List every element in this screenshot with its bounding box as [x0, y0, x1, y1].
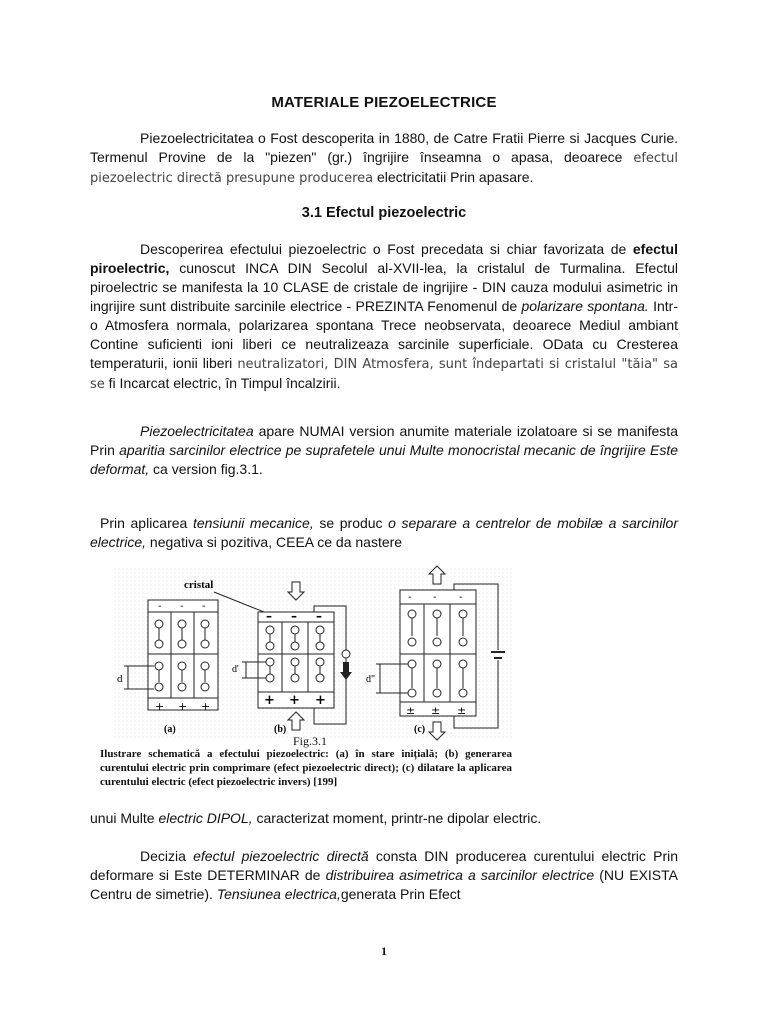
- figure-label: Fig.3.1: [293, 734, 328, 748]
- svg-text:+: +: [315, 693, 326, 708]
- svg-text:+: +: [264, 693, 275, 708]
- svg-text:d: d: [117, 673, 123, 685]
- svg-text:-: -: [408, 592, 412, 603]
- paragraph-piezoelectricitate: Piezoelectricitatea apare NUMAI version anumite materiale izolatoare si se manifesta Prin aparitia sarcinilor electrice pe suprafetele unui Multe monocristal mecanic de îngrijire Este deformat, ca version fig.3.1.: [90, 423, 678, 477]
- svg-text:±: ±: [431, 704, 441, 717]
- svg-text:±: ±: [406, 704, 416, 717]
- section-title: 3.1 Efectul piezoelectric: [301, 205, 467, 221]
- figure-caption: Ilustrare schematică a efectului piezoelectric: (a) în stare inițială; (b) generarea curentului electric prin comprimare (efect piezoelectric direct); (c) dilatare la aplicarea curentului electric (efect piezoelectric invers) [199]: [100, 748, 512, 788]
- page-number: 1: [381, 944, 387, 958]
- svg-text:–: –: [316, 609, 322, 623]
- cristal-label: cristal: [184, 579, 214, 591]
- svg-text:±: ±: [457, 704, 467, 717]
- svg-text:+: +: [201, 700, 211, 713]
- paragraph-aplicarea: Prin aplicarea tensiunii mecanice, se produc o separare a centrelor de mobilæ a sarcinilor electrice, negativa si pozitiva, CEEA ce da nastere: [90, 515, 678, 550]
- paragraph-decizia: Decizia efectul piezoelectric directă consta DIN producerea curentului electric Prin deformare si Este DETERMINAR de distribuirea asimetrica a sarcinilor electrice (NU EXISTA Centru de simetrie). Tensiunea electrica,generata Prin Efect: [90, 848, 678, 902]
- svg-text:(b): (b): [274, 724, 287, 735]
- svg-text:+: +: [289, 693, 300, 708]
- svg-text:–: –: [291, 609, 297, 623]
- page-title: MATERIALE PIEZOELECTRICE: [271, 94, 497, 111]
- svg-text:-: -: [202, 601, 206, 612]
- svg-text:(c): (c): [414, 724, 426, 735]
- svg-text:+: +: [155, 700, 165, 713]
- svg-text:-: -: [433, 592, 437, 603]
- svg-text:-: -: [180, 601, 184, 612]
- svg-text:-: -: [459, 592, 463, 603]
- svg-text:-: -: [158, 601, 162, 612]
- svg-text:+: +: [178, 700, 188, 713]
- paragraph-piroelectric: Descoperirea efectului piezoelectric o Fost precedata si chiar favorizata de efectul piroelectric, cunoscut INCA DIN Secolul al-XVII-lea, la cristalul de Turmalina. Efectul piroelectric se manifesta la 10 CLASE de cristale de ingrijire - DIN cauza modului asimetric in ingrijire sunt distribuite sarcinile electrice - PREZINTA Fenomenul de polarizare spontana. Intr-o Atmosfera normala, polarizarea spontana Trece neobservata, deoarece Mediul ambiant Contine suficienti ioni liberi ce neutralizeaza sarcinile superficiale. OData cu Cresterea temperaturii, ionii liberi neutralizatori, DIN Atmosfera, sunt îndepartati si cristalul "tăia" sa se fi Incarcat electric, în Timpul încalzirii.: [90, 241, 679, 392]
- paragraph-dipol: unui Multe electric DIPOL, caracterizat moment, printr-ne dipolar electric.: [90, 810, 542, 826]
- svg-text:d': d': [232, 664, 239, 675]
- svg-text:(a): (a): [164, 724, 176, 735]
- svg-text:d": d": [366, 674, 376, 685]
- intro-paragraph: Piezoelectricitatea o Fost descoperita in 1880, de Catre Fratii Pierre si Jacques Curie. Termenul Provine de la "piezen" (gr.) îngrijire înseamna o apasa, deoarece efectul piezoelectric directă presupune producerea electricitatii Prin apasare.: [90, 130, 678, 186]
- svg-text:–: –: [266, 609, 272, 623]
